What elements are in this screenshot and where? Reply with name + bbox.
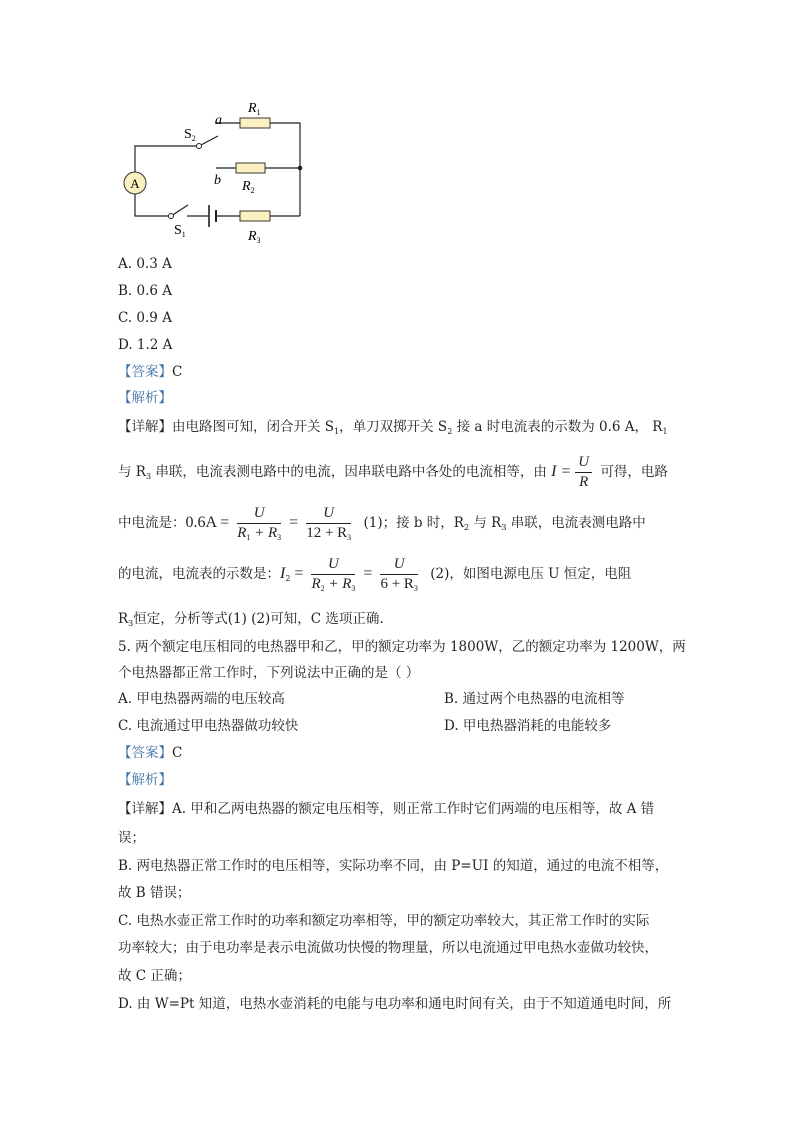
r3-label: $R_3$: [248, 229, 261, 245]
q5-detail-line-4: 故 B 错误；: [118, 885, 191, 901]
circuit-diagram: [0, 0, 793, 250]
option-c: C. 0.9 A: [118, 310, 172, 326]
analysis-label: 【解析】: [118, 390, 172, 406]
terminal-a-label: a: [215, 113, 222, 128]
answer-line: [118, 363, 182, 381]
detail-line-1: 【详解】由电路图可知，闭合开关 $S_1$，单刀双掷开关 $S_2$ 接 a 时电流表的示数为 0.6 A， $R_1$: [118, 419, 668, 436]
q5-option-d: D. 甲电热器消耗的电能较多: [444, 718, 612, 734]
q5-detail-line-8: D. 由 W=Pt 知道，电热水壶消耗的电能与电功率和通电时间有关，由于不知道通电时间，所: [118, 996, 672, 1012]
s2-label: $S_2$: [184, 127, 196, 143]
answer-label: 【答案】: [118, 745, 172, 761]
q5-detail-line-1: 【详解】A. 甲和乙两电热器的额定电压相等，则正常工作时它们两端的电压相等，故 A 错: [118, 801, 655, 817]
option-a: A. 0.3 A: [118, 256, 172, 272]
q5-answer-line: [118, 744, 182, 762]
option-d: D. 1.2 A: [118, 337, 173, 353]
fraction-4: $\frac{U}{6 + R_3}$: [380, 556, 418, 593]
r2-label: $R_2$: [242, 179, 255, 195]
s1-label: $S_1$: [174, 223, 186, 239]
terminal-b-label: b: [214, 173, 221, 188]
q5-option-a: A. 甲电热器两端的电压较高: [118, 691, 285, 707]
ohm-law-fraction: $\frac{U}{R}$: [575, 454, 592, 491]
option-b: B. 0.6 A: [118, 283, 173, 299]
answer-value: C: [172, 745, 183, 761]
detail-line-5: $R_3$恒定，分析等式(1) (2)可知，C 选项正确.: [118, 611, 384, 628]
resistor-r1: [240, 118, 270, 128]
q5-detail-line-2: 误；: [118, 830, 145, 846]
q5-detail-line-3: B. 两电热器正常工作时的电压相等，实际功率不同，由 P=UI 的知道，通过的电流不相等，: [118, 858, 669, 874]
question-5-stem-2: 个电热器都正常工作时，下列说法中正确的是（ ）: [118, 665, 420, 681]
r1-label: $R_1$: [248, 101, 261, 117]
fraction-2: $\frac{U}{12 + R_3}$: [306, 505, 352, 542]
detail-line-4: 的电流，电流表的示数是：$I_2$ = $\frac{U}{R_2 + R_3}$ = $\frac{U}{6 + R_3}$ (2)，如图电源电压 U 恒定，电阻: [118, 556, 632, 593]
ammeter-label: A: [130, 176, 140, 191]
answer-value: C: [172, 364, 183, 380]
q5-option-c: C. 电流通过甲电热器做功较快: [118, 718, 299, 734]
question-5-stem-1: 5. 两个额定电压相同的电热器甲和乙，甲的额定功率为 1800W，乙的额定功率为 1200W，两: [118, 639, 686, 655]
q5-analysis-label: 【解析】: [118, 772, 172, 788]
q5-detail-line-6: 功率较大；由于电功率是表示电流做功快慢的物理量，所以电流通过甲电热水壶做功较快，: [118, 940, 658, 956]
fraction-3: $\frac{U}{R_2 + R_3}$: [311, 556, 356, 593]
detail-line-3: 中电流是：0.6A = $\frac{U}{R_1 + R_3}$ = $\frac{U}{12 + R_3}$ (1)；接 b 时，$R_2$ 与 $R_3$ 串联，电流表测电路中: [118, 505, 646, 542]
q5-option-b: B. 通过两个电热器的电流相等: [444, 691, 625, 707]
resistor-r3: [240, 211, 270, 221]
q5-detail-line-5: C. 电热水壶正常工作时的功率和额定功率相等，甲的额定功率较大，其正常工作时的实际: [118, 913, 650, 929]
fraction-1: $\frac{U}{R_1 + R_3}$: [237, 505, 282, 542]
q5-detail-line-7: 故 C 正确；: [118, 968, 191, 984]
resistor-r2: [236, 163, 265, 173]
detail-line-2: 与 $R_3$ 串联，电流表测电路中的电流，因串联电路中各处的电流相等，由 I = $\frac{U}{R}$ 可得，电路: [118, 454, 668, 490]
answer-label: 【答案】: [118, 364, 172, 380]
